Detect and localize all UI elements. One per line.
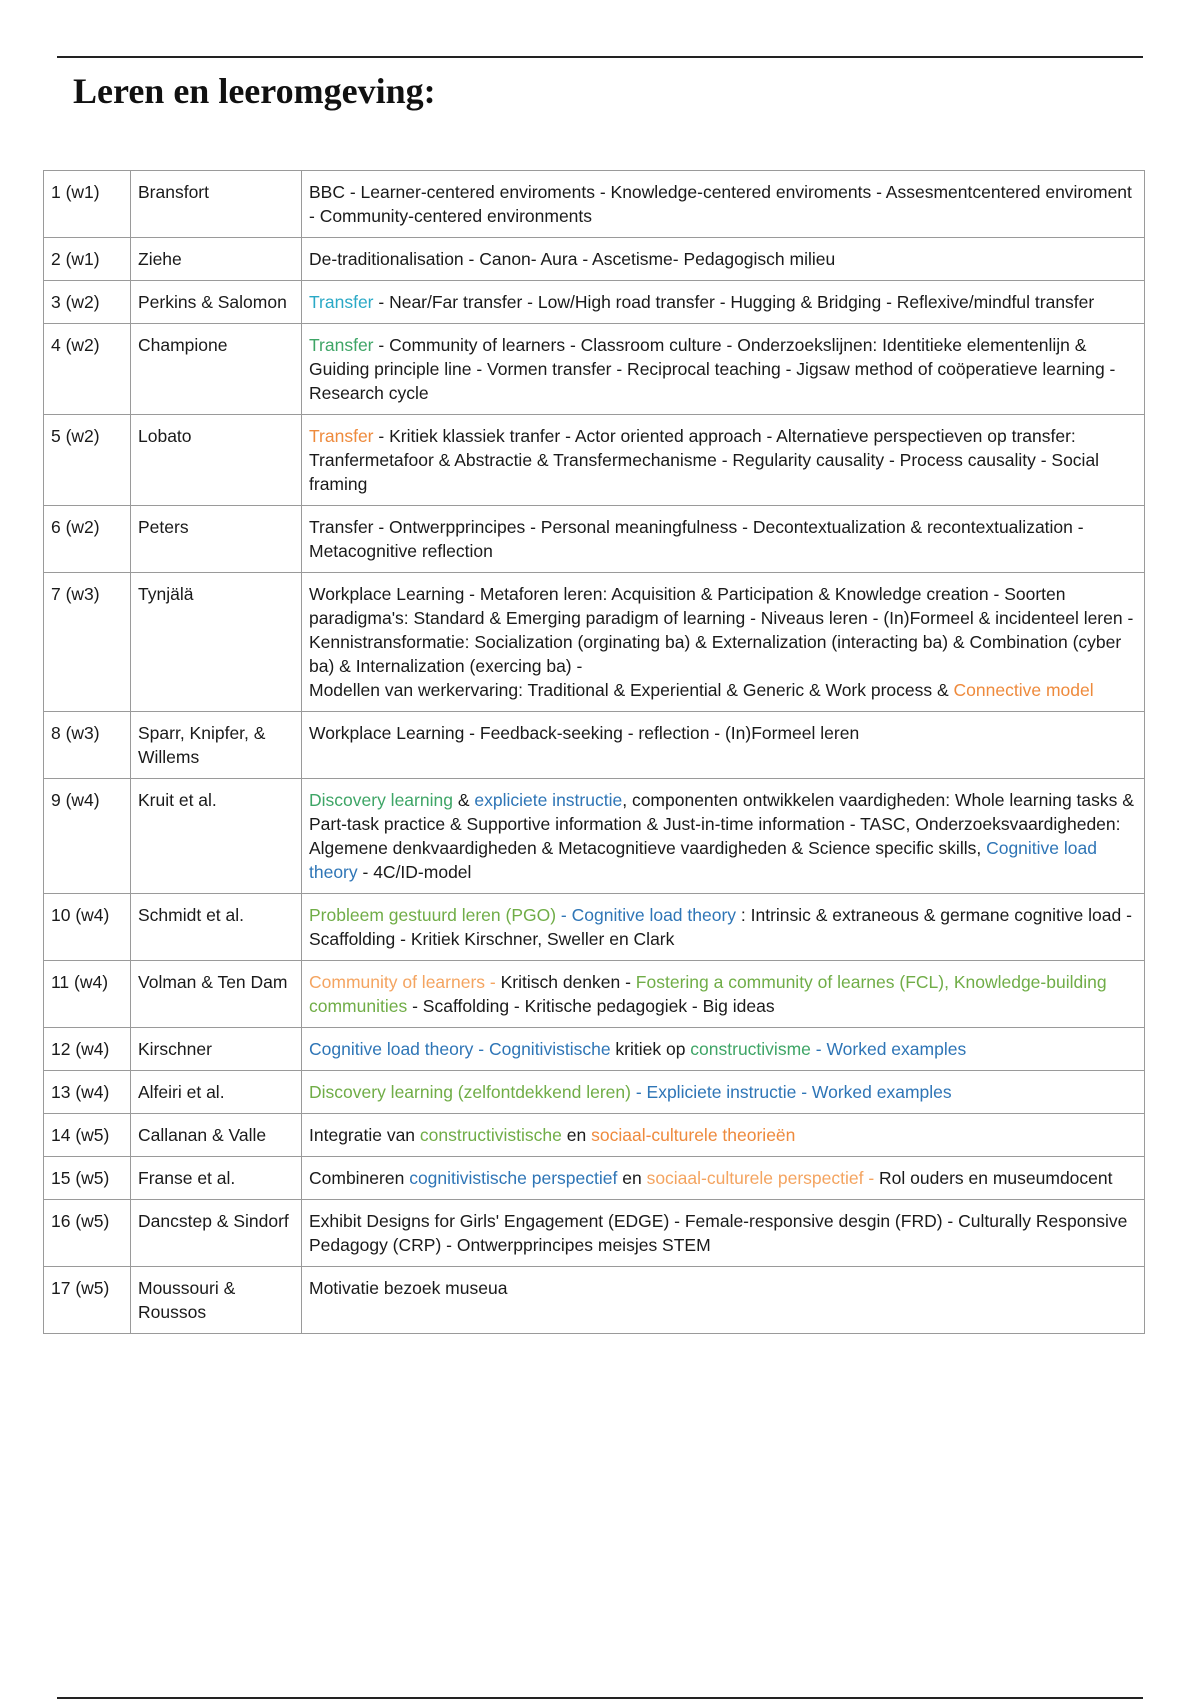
row-topics <box>302 171 1145 238</box>
topic-text: Discovery learning (zelfontdekkend leren) <box>309 1082 631 1102</box>
overview-table <box>43 170 1145 1334</box>
table-row <box>44 779 1145 894</box>
topic-text: Kritisch denken - <box>500 972 636 992</box>
table-row <box>44 573 1145 712</box>
row-author: Champione <box>131 324 302 415</box>
table-row <box>44 281 1145 324</box>
table-row <box>44 1114 1145 1157</box>
row-topics <box>302 506 1145 573</box>
row-number: 9 (w4) <box>44 779 131 894</box>
row-number: 11 (w4) <box>44 961 131 1028</box>
topic-text: Cognitivistische <box>488 1039 611 1059</box>
topic-text: Community of learners - <box>309 972 501 992</box>
row-topics <box>302 1028 1145 1071</box>
topic-text: - <box>810 1039 827 1059</box>
topic-text: - <box>556 905 572 925</box>
topic-text: en <box>617 1168 647 1188</box>
row-number: 7 (w3) <box>44 573 131 712</box>
table-row <box>44 1267 1145 1334</box>
topic-text: - Scaffolding - Kritische pedagogiek - Big ideas <box>407 996 775 1016</box>
row-topics <box>302 415 1145 506</box>
topic-text: Expliciete instructie <box>646 1082 797 1102</box>
topic-text: Cognitive load theory <box>309 838 1097 882</box>
table-row <box>44 415 1145 506</box>
topic-text: Rol ouders en museumdocent <box>879 1168 1113 1188</box>
row-author: Lobato <box>131 415 302 506</box>
row-number: 14 (w5) <box>44 1114 131 1157</box>
topic-text: - <box>473 1039 489 1059</box>
topic-text: Modellen van werkervaring: Traditional & Experiential & Generic & Work process & <box>309 680 954 700</box>
row-topics <box>302 779 1145 894</box>
row-topics <box>302 712 1145 779</box>
row-author: Schmidt et al. <box>131 894 302 961</box>
topic-text: , componenten ontwikkelen vaardigheden: Whole learning tasks & Part-task practice & Supportive information & Just-in-time information - TASC, Onderzoeksvaardigheden: Algemene denkvaardigheden & Metacognitieve vaardigheden & Science specific skills, <box>309 790 1134 858</box>
row-number: 5 (w2) <box>44 415 131 506</box>
topic-text: - <box>630 1082 647 1102</box>
topic-text: Transfer - Ontwerpprincipes - Personal meaningfulness - Decontextualization & recontextualization - Metacognitive reflection <box>309 517 1084 561</box>
topic-text: Transfer <box>309 292 374 312</box>
topic-text: : Intrinsic & extraneous & germane cognitive load - Scaffolding - Kritiek Kirschner, Sweller en Clark <box>309 905 1132 949</box>
topic-text: cognitivistische perspectief <box>409 1168 618 1188</box>
table-row <box>44 894 1145 961</box>
topic-text: sociaal-culturele theorieën <box>591 1125 796 1145</box>
row-topics <box>302 281 1145 324</box>
topic-text: Fostering a community of learnes (FCL), Knowledge-building communities <box>309 972 1107 1016</box>
row-author: Dancstep & Sindorf <box>131 1200 302 1267</box>
row-number: 17 (w5) <box>44 1267 131 1334</box>
row-topics <box>302 1157 1145 1200</box>
topic-text: - Kritiek klassiek tranfer - Actor oriented approach - Alternatieve perspectieven op transfer: Tranfermetafoor & Abstractie & Transfermechanisme - Regularity causality - Process causality - Social framing <box>309 426 1100 494</box>
topic-text: - Near/Far transfer - Low/High road transfer - Hugging & Bridging - Reflexive/mindful transfer <box>373 292 1095 312</box>
row-topics <box>302 961 1145 1028</box>
topic-text: expliciete instructie <box>474 790 623 810</box>
row-number: 10 (w4) <box>44 894 131 961</box>
topic-text: - Community of learners - Classroom culture - Onderzoekslijnen: Identitieke elementenlijn & Guiding principle line - Vormen transfer - Reciprocal teaching - Jigsaw method of coöperatieve learning - Research cycle <box>309 335 1116 403</box>
row-topics <box>302 1114 1145 1157</box>
row-number: 12 (w4) <box>44 1028 131 1071</box>
row-number: 3 (w2) <box>44 281 131 324</box>
topic-text: Worked examples <box>826 1039 967 1059</box>
row-number: 1 (w1) <box>44 171 131 238</box>
topic-text: Combineren <box>309 1168 410 1188</box>
row-author: Moussouri & Roussos <box>131 1267 302 1334</box>
topic-text: Exhibit Designs for Girls' Engagement (EDGE) - Female-responsive desgin (FRD) - Culturally Responsive Pedagogy (CRP) - Ontwerpprincipes meisjes STEM <box>309 1211 1128 1255</box>
row-author: Sparr, Knipfer, & Willems <box>131 712 302 779</box>
topic-text: Workplace Learning - Metaforen leren: Acquisition & Participation & Knowledge creation - Soorten paradigma's: Standard & Emerging paradigm of learning - Niveaus leren - (In)Formeel & incidenteel leren - Kennistransformatie: Socialization (orginating ba) & Externalization (interacting ba) & Combination (cyber ba) & Internalization (exercing ba) - <box>309 584 1134 676</box>
table-row <box>44 961 1145 1028</box>
row-number: 15 (w5) <box>44 1157 131 1200</box>
topic-text: Probleem gestuurd leren (PGO) <box>309 905 557 925</box>
row-topics <box>302 1200 1145 1267</box>
topic-text: sociaal-culturele perspectief - <box>646 1168 880 1188</box>
topic-text: Motivatie bezoek museua <box>309 1278 508 1298</box>
topic-text: De-traditionalisation - Canon- Aura - Ascetisme- Pedagogisch milieu <box>309 249 836 269</box>
topic-text: Integratie van <box>309 1125 420 1145</box>
topic-text: en <box>561 1125 592 1145</box>
topic-text: Transfer <box>309 426 374 446</box>
row-number: 8 (w3) <box>44 712 131 779</box>
table-row <box>44 1028 1145 1071</box>
row-number: 16 (w5) <box>44 1200 131 1267</box>
topic-text: Workplace Learning - Feedback-seeking - reflection - (In)Formeel leren <box>309 723 860 743</box>
table-row <box>44 712 1145 779</box>
row-author: Franse et al. <box>131 1157 302 1200</box>
row-author: Volman & Ten Dam <box>131 961 302 1028</box>
topic-text: constructivisme <box>690 1039 811 1059</box>
table-row <box>44 1157 1145 1200</box>
table-row <box>44 171 1145 238</box>
row-topics <box>302 894 1145 961</box>
row-author: Perkins & Salomon <box>131 281 302 324</box>
topic-text: Transfer <box>309 335 374 355</box>
table-row <box>44 238 1145 281</box>
row-author: Ziehe <box>131 238 302 281</box>
topic-text: kritiek op <box>610 1039 691 1059</box>
topic-text: Connective model <box>953 680 1094 700</box>
bottom-rule <box>57 1697 1143 1699</box>
row-author: Tynjälä <box>131 573 302 712</box>
row-author: Kirschner <box>131 1028 302 1071</box>
row-author: Kruit et al. <box>131 779 302 894</box>
topic-text: Cognitive load theory <box>309 1039 474 1059</box>
row-author: Peters <box>131 506 302 573</box>
top-rule <box>57 56 1143 58</box>
row-author: Alfeiri et al. <box>131 1071 302 1114</box>
row-topics <box>302 573 1145 712</box>
row-number: 2 (w1) <box>44 238 131 281</box>
row-topics <box>302 238 1145 281</box>
table-row <box>44 1200 1145 1267</box>
topic-text: - <box>796 1082 812 1102</box>
topic-text: Cognitive load theory <box>571 905 737 925</box>
topic-text: - 4C/ID-model <box>357 862 472 882</box>
table-row <box>44 506 1145 573</box>
row-number: 6 (w2) <box>44 506 131 573</box>
topic-text: constructivistische <box>419 1125 562 1145</box>
topic-text: Worked examples <box>811 1082 952 1102</box>
row-topics <box>302 1267 1145 1334</box>
row-author: Bransfort <box>131 171 302 238</box>
row-number: 13 (w4) <box>44 1071 131 1114</box>
table-row <box>44 1071 1145 1114</box>
row-topics <box>302 324 1145 415</box>
table-row <box>44 324 1145 415</box>
topic-text: BBC - Learner-centered enviroments - Knowledge-centered enviroments - Assesmentcentered enviroment - Community-centered environments <box>309 182 1132 226</box>
page-title: Leren en leeromgeving: <box>73 71 436 111</box>
topic-text: Discovery learning <box>309 790 453 810</box>
row-number: 4 (w2) <box>44 324 131 415</box>
topic-text: & <box>452 790 475 810</box>
row-author: Callanan & Valle <box>131 1114 302 1157</box>
row-topics <box>302 1071 1145 1114</box>
